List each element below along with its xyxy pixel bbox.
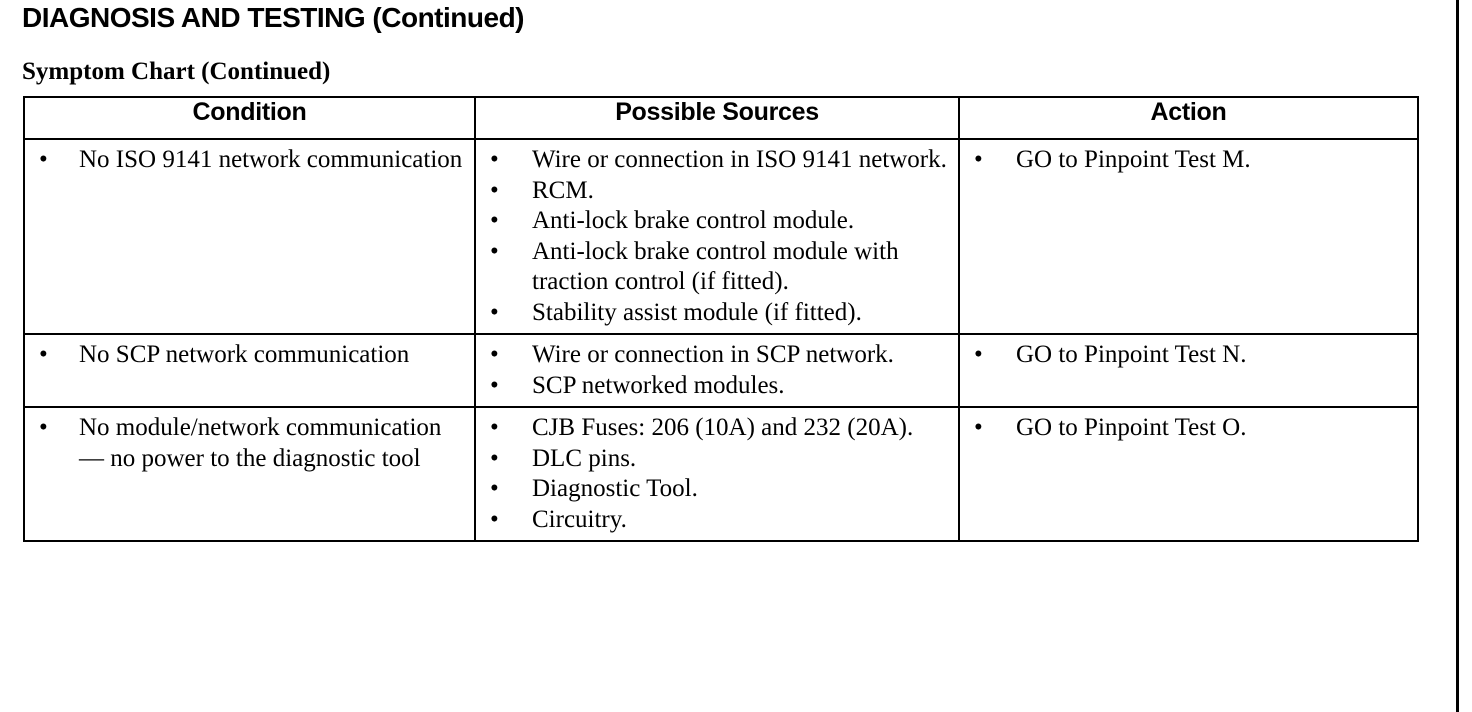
source-text: Circuitry. xyxy=(532,505,627,533)
source-text: RCM. xyxy=(532,176,594,204)
source-text: Wire or connection in ISO 9141 network. xyxy=(532,146,947,173)
action-text: GO to Pinpoint Test M. xyxy=(1016,146,1251,173)
column-header-action: Action xyxy=(959,97,1418,139)
list-item xyxy=(960,340,1417,371)
action-text: GO to Pinpoint Test O. xyxy=(1016,414,1247,441)
source-text: Diagnostic Tool. xyxy=(532,475,698,502)
bullet-icon: • xyxy=(39,341,48,368)
list-item xyxy=(476,505,958,536)
source-text: CJB Fuses: 206 (10A) and 232 (20A). xyxy=(532,414,914,441)
column-header-possible-sources: Possible Sources xyxy=(475,97,959,139)
source-text: Wire or connection in SCP network. xyxy=(532,341,894,368)
sources-cell xyxy=(475,139,959,334)
source-text: Stability assist module (if fitted). xyxy=(532,298,862,326)
condition-cell xyxy=(24,334,475,407)
bullet-icon: • xyxy=(490,237,499,265)
source-text: Anti-lock brake control module with traction control (if fitted). xyxy=(532,237,899,295)
sources-cell xyxy=(475,334,959,407)
condition-cell xyxy=(24,139,475,334)
source-text: SCP networked modules. xyxy=(532,371,785,399)
bullet-icon: • xyxy=(974,414,983,441)
action-cell xyxy=(959,407,1418,541)
list-item xyxy=(960,145,1417,176)
list-item xyxy=(476,176,958,207)
list-item xyxy=(476,444,958,475)
list-item xyxy=(960,413,1417,444)
page-edge-rule xyxy=(1456,0,1459,712)
bullet-icon: • xyxy=(490,298,499,326)
symptom-chart-table xyxy=(23,96,1419,542)
list-item xyxy=(25,145,474,176)
condition-text: No SCP network communication xyxy=(79,341,410,368)
bullet-icon: • xyxy=(490,341,499,368)
page-title: DIAGNOSIS AND TESTING (Continued) xyxy=(22,2,524,33)
list-item xyxy=(476,340,958,371)
action-text: GO to Pinpoint Test N. xyxy=(1016,341,1247,368)
list-item xyxy=(476,371,958,402)
bullet-icon: • xyxy=(974,146,983,173)
bullet-icon: • xyxy=(490,371,499,399)
condition-text: No ISO 9141 network communication xyxy=(79,146,463,173)
bullet-icon: • xyxy=(490,176,499,204)
bullet-icon: • xyxy=(490,207,499,234)
bullet-icon: • xyxy=(490,505,499,533)
table-row xyxy=(24,407,1418,541)
column-header-condition: Condition xyxy=(24,97,475,139)
source-text: DLC pins. xyxy=(532,444,637,472)
section-title: Symptom Chart (Continued) xyxy=(22,58,331,85)
bullet-icon: • xyxy=(39,414,48,441)
list-item xyxy=(476,474,958,505)
list-item xyxy=(25,413,474,474)
list-item xyxy=(476,237,958,298)
table-row xyxy=(24,139,1418,334)
list-item xyxy=(476,298,958,329)
bullet-icon: • xyxy=(974,341,983,368)
list-item xyxy=(476,145,958,176)
condition-cell xyxy=(24,407,475,541)
table-header-row xyxy=(24,97,1418,139)
action-cell xyxy=(959,334,1418,407)
bullet-icon: • xyxy=(39,146,48,173)
table-row xyxy=(24,334,1418,407)
bullet-icon: • xyxy=(490,414,499,441)
bullet-icon: • xyxy=(490,444,499,472)
bullet-icon: • xyxy=(490,146,499,173)
sources-cell xyxy=(475,407,959,541)
list-item xyxy=(25,340,474,371)
action-cell xyxy=(959,139,1418,334)
list-item xyxy=(476,413,958,444)
condition-text: No module/network communication — no power to the diagnostic tool xyxy=(79,414,442,472)
list-item xyxy=(476,206,958,237)
bullet-icon: • xyxy=(490,475,499,502)
source-text: Anti-lock brake control module. xyxy=(532,207,855,234)
